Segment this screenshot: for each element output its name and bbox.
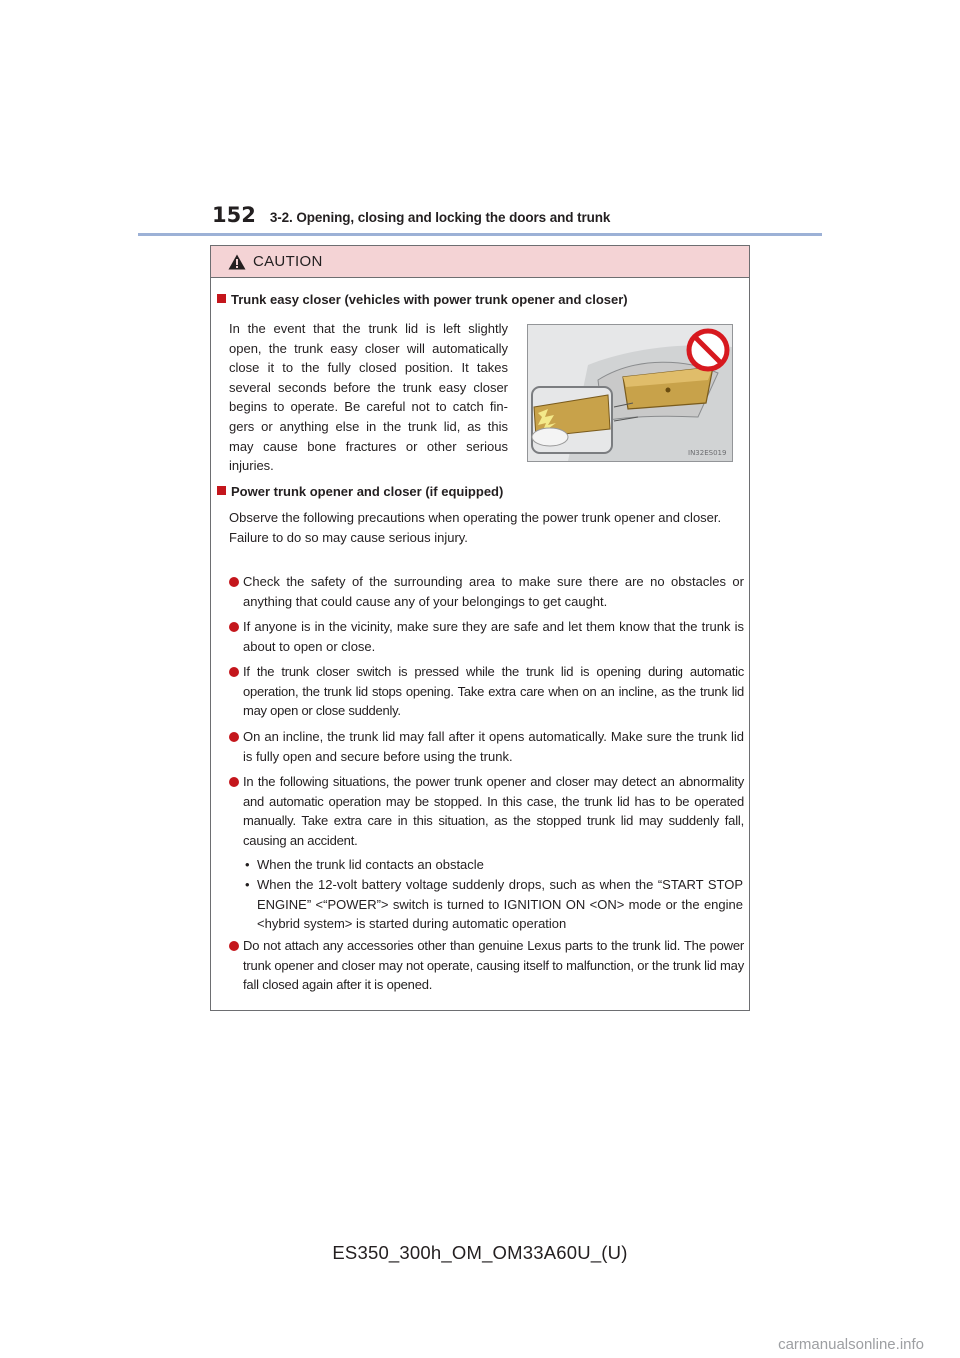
round-bullet-icon	[229, 941, 239, 951]
page-number: 152	[212, 203, 256, 227]
round-bullet-icon	[229, 577, 239, 587]
sub-bullet-mark: •	[245, 857, 250, 872]
section-heading	[217, 482, 503, 502]
watermark: carmanualsonline.info	[778, 1336, 924, 1353]
list-item-text: If anyone is in the vicinity, make sure they are safe and let them know that the trunk is about to open or close.	[243, 619, 744, 654]
list-item-text: Do not attach any accessories other than genuine Lexus parts to the trunk lid. The power trunk opener and closer may not operate, causing itself to malfunction, or the trunk lid may fall closed again after it is opened.	[243, 938, 744, 992]
trunk-illustration-icon	[528, 325, 732, 461]
caution-content	[211, 246, 749, 1010]
text-line: begins to operate. Be careful not to catch fin-	[229, 399, 508, 415]
section-heading	[217, 290, 628, 310]
power-trunk-intro	[229, 508, 743, 547]
section-heading-text: Power trunk opener and closer (if equipped)	[231, 484, 504, 499]
list-item	[229, 772, 744, 850]
list-item	[229, 727, 744, 766]
intro-text: Observe the following precautions when operating the power trunk opener and closer.	[229, 510, 722, 525]
intro-text: Failure to do so may cause serious injury.	[229, 529, 468, 545]
text-line: open, the trunk easy closer will automatically	[229, 340, 508, 356]
list-item	[229, 572, 744, 611]
list-item-text: If the trunk closer switch is pressed while the trunk lid is opening during automatic operation, the trunk lid stops opening. Take extra care when on an incline, as the trunk lid may open or close suddenly.	[243, 664, 744, 718]
trunk-easy-closer-illustration	[527, 324, 733, 462]
round-bullet-icon	[229, 777, 239, 787]
list-item	[229, 662, 744, 721]
header-rule	[138, 233, 822, 236]
caution-box	[210, 245, 750, 1011]
image-code: IN32ES019	[688, 449, 727, 457]
list-item-text: In the following situations, the power trunk opener and closer may detect an abnormality and automatic operation may be stopped. In this case, the trunk lid has to be operated manually. Take extra care in this situation, as the stopped trunk lid may suddenly fall, causing an accident.	[243, 774, 744, 848]
text-line: gers or anything else in the trunk lid, as this	[229, 418, 508, 434]
list-item-text: On an incline, the trunk lid may fall after it opens automatically. Make sure the trunk lid is fully open and secure before using the trunk.	[243, 729, 744, 764]
text-line: injuries.	[229, 458, 274, 474]
text-line: close it to the fully closed position. It takes	[229, 360, 508, 376]
section-heading-text: Trunk easy closer (vehicles with power trunk opener and closer)	[231, 292, 628, 307]
round-bullet-icon	[229, 732, 239, 742]
sub-list-item	[243, 875, 743, 934]
list-item-text: Check the safety of the surrounding area to make sure there are no obstacles or anything that could cause any of your belongings to get caught.	[243, 574, 744, 609]
round-bullet-icon	[229, 667, 239, 677]
round-bullet-icon	[229, 622, 239, 632]
list-item	[229, 617, 744, 656]
document-code: ES350_300h_OM_OM33A60U_(U)	[332, 1242, 628, 1263]
easy-closer-paragraph	[229, 319, 508, 476]
sub-list-item-text: When the trunk lid contacts an obstacle	[257, 857, 484, 872]
sub-list-item	[243, 855, 743, 875]
page-header	[212, 203, 610, 227]
section-title: 3-2. Opening, closing and locking the doors and trunk	[269, 210, 611, 225]
sub-list-item-text: When the 12-volt battery voltage suddenly drops, such as when the “START STOP ENGINE” <“POWER”> switch is turned to IGNITION ON <ON> mode or the engine <hybrid system> is started during automatic operation	[257, 877, 743, 931]
text-line: several seconds before the trunk easy closer	[229, 379, 508, 395]
list-item	[229, 936, 744, 995]
sub-bullet-mark: •	[245, 877, 250, 892]
square-bullet-icon	[217, 294, 226, 303]
text-line: In the event that the trunk lid is left slightly	[229, 321, 508, 336]
square-bullet-icon	[217, 486, 226, 495]
text-line: may cause bone fractures or other serious	[229, 438, 508, 454]
caution-label: CAUTION	[253, 253, 323, 270]
